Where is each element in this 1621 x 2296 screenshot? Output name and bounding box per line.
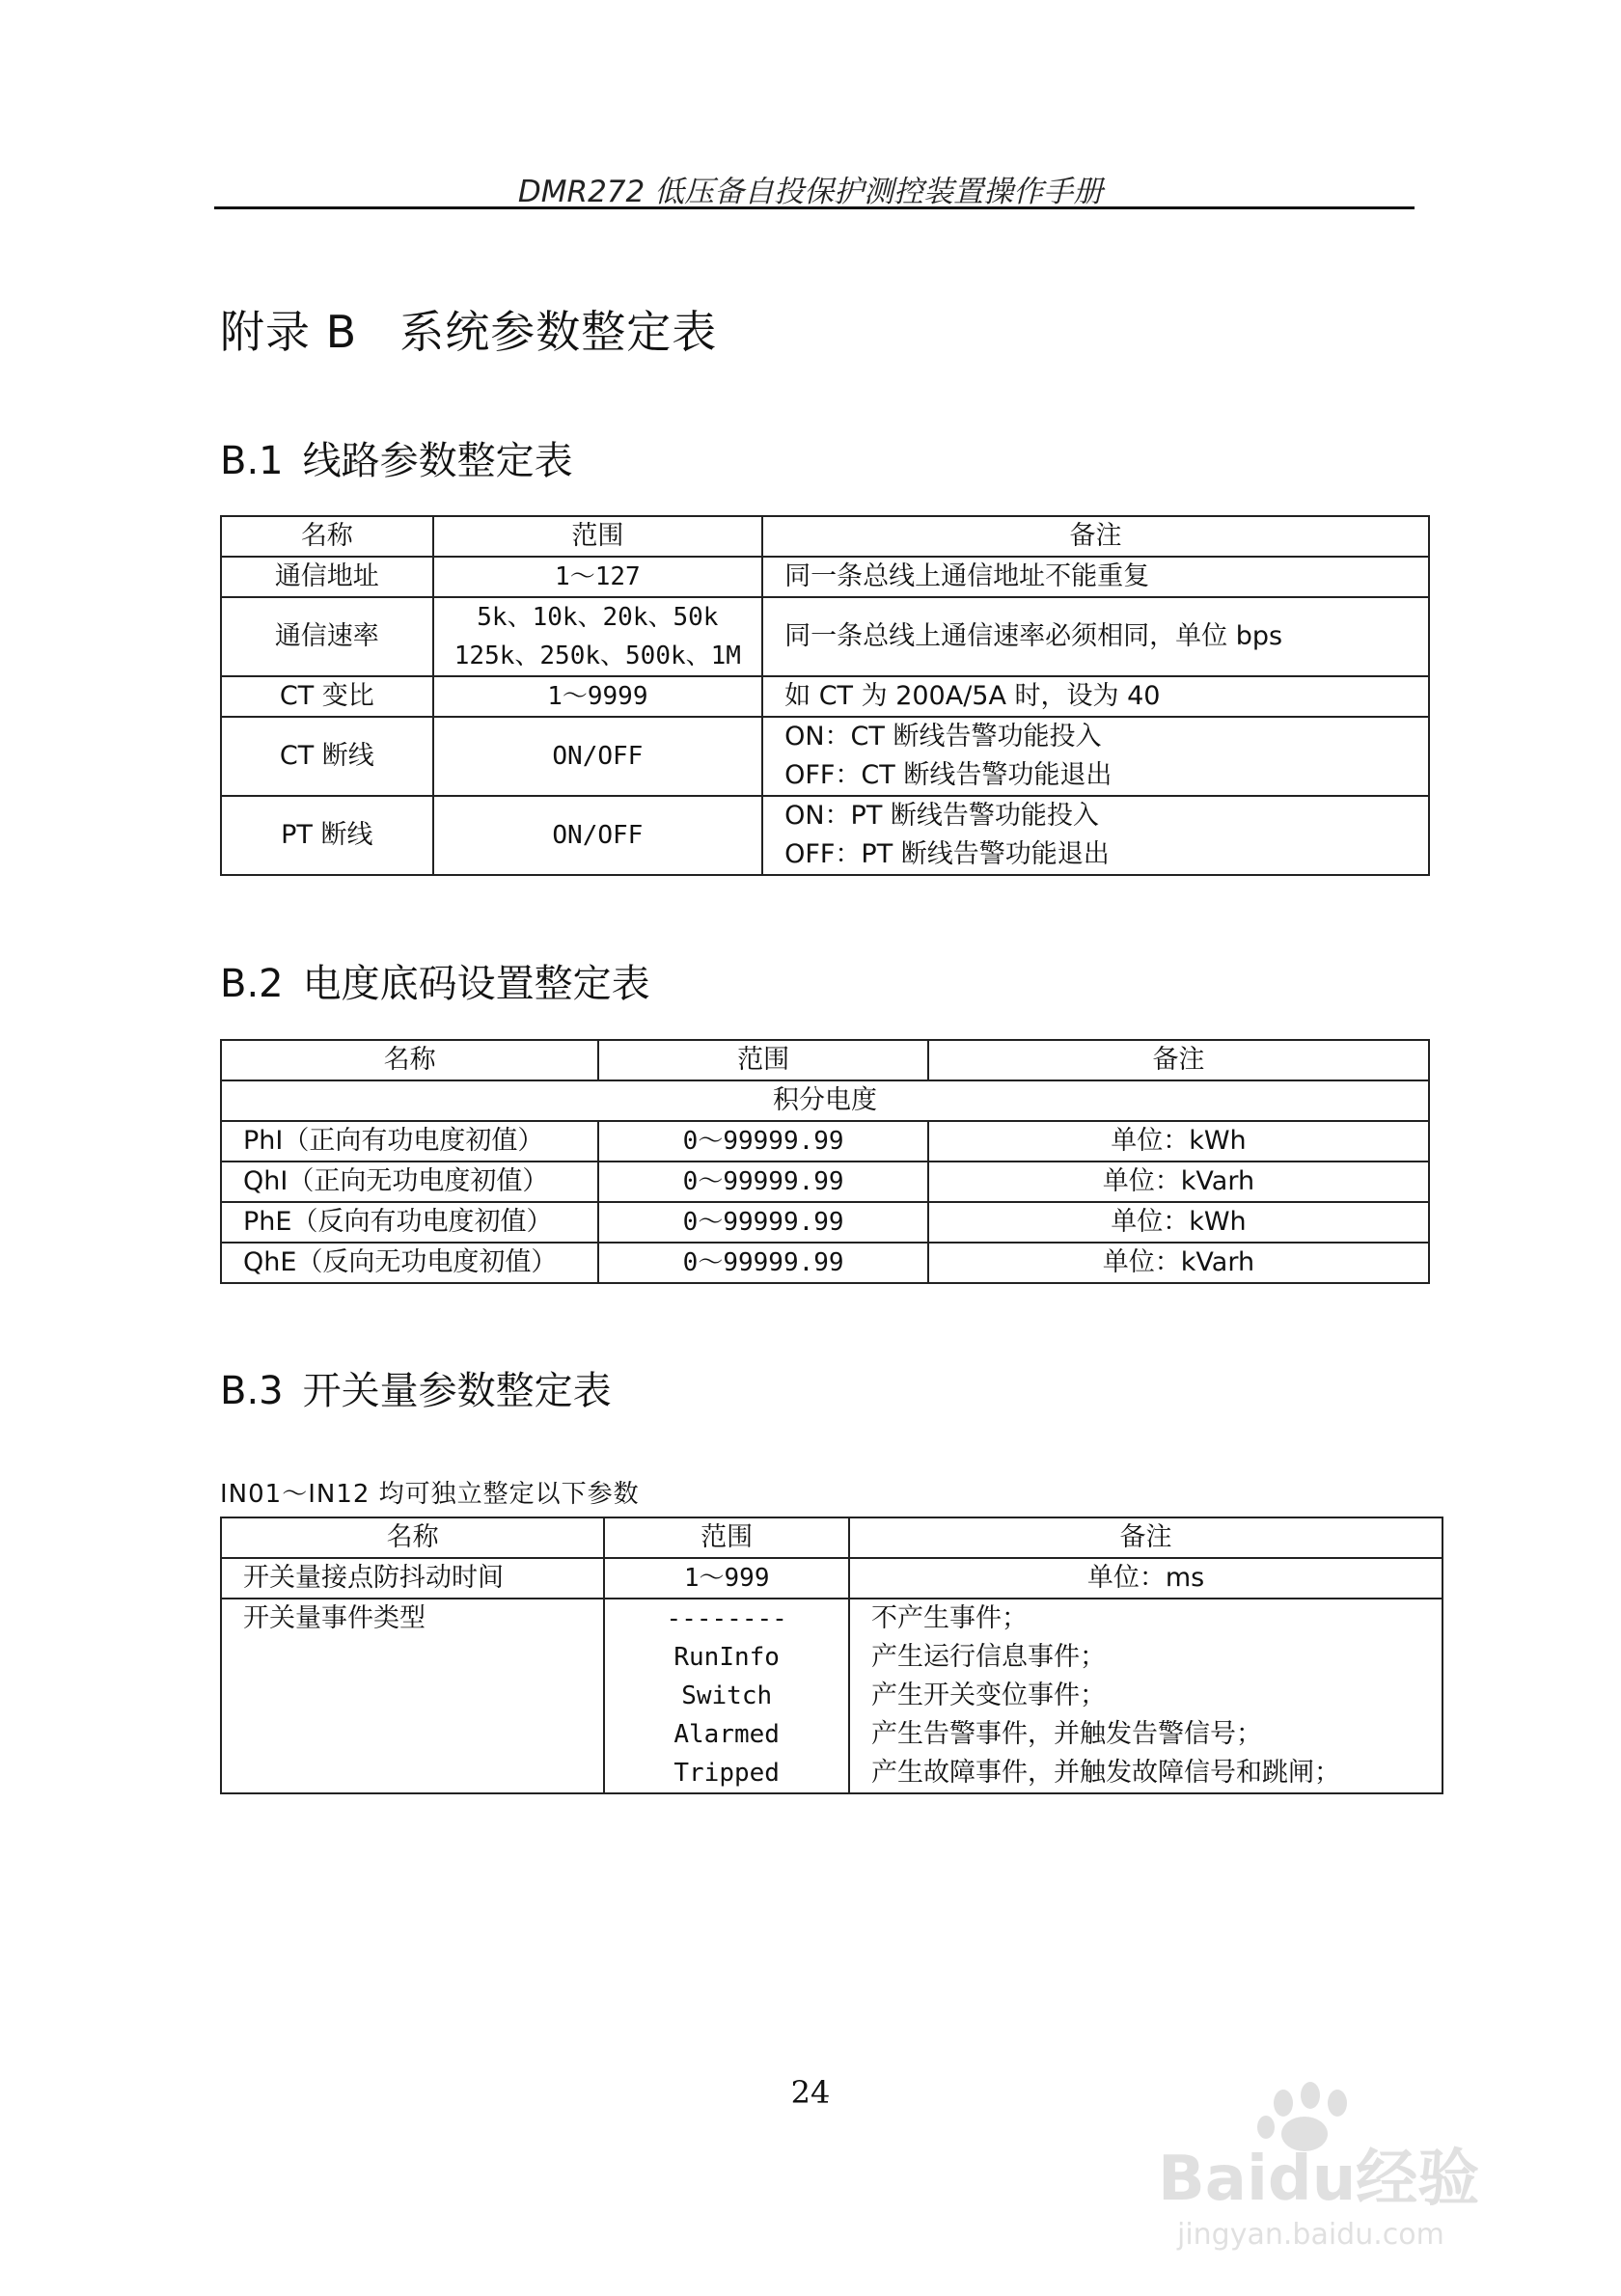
table-row (221, 597, 1429, 676)
table-header-row (221, 1517, 1442, 1558)
header-note: 备注 (849, 1517, 1442, 1558)
row-range: 1～127 (433, 557, 762, 597)
page-number: 24 (790, 2074, 831, 2111)
table-group-row (221, 1080, 1429, 1121)
section-b2-heading (220, 953, 650, 1008)
section-b1-title: 线路参数整定表 (302, 439, 573, 483)
header-range: 范围 (604, 1517, 849, 1558)
event-type-option: Tripped (673, 1759, 780, 1788)
row-name: 通信地址 (221, 557, 433, 597)
event-type-note: 不产生事件； (871, 1603, 1029, 1633)
watermark-brand: Baidu经验 (1158, 2144, 1480, 2215)
document-header-title: DMR272 低压备自投保护测控装置操作手册 (517, 175, 1104, 209)
header-rule (214, 206, 1415, 209)
row-name: 开关量接点防抖动时间 (221, 1558, 604, 1599)
row-name: QhE（反向无功电度初值） (221, 1243, 598, 1283)
event-type-note: 产生故障事件，并触发故障信号和跳闸； (871, 1758, 1341, 1788)
row-range: 0～99999.99 (598, 1243, 928, 1283)
section-b3-number: B.3 (220, 1369, 284, 1413)
section-b2-number: B.2 (220, 962, 284, 1006)
row-range: 0～99999.99 (598, 1202, 928, 1243)
event-type-note: 产生告警事件，并触发告警信号； (871, 1719, 1263, 1749)
table-row (221, 1599, 1442, 1793)
row-note (762, 717, 1429, 796)
row-range: 0～99999.99 (598, 1162, 928, 1202)
table-row (221, 796, 1429, 875)
event-type-note: 产生运行信息事件； (871, 1642, 1107, 1672)
table-header-row (221, 516, 1429, 557)
table-row (221, 676, 1429, 717)
header-range: 范围 (598, 1040, 928, 1080)
row-note-list (849, 1599, 1442, 1793)
section-b3-intro: IN01～IN12 均可独立整定以下参数 (220, 1480, 640, 1509)
row-note: 单位：ms (849, 1558, 1442, 1599)
header-note: 备注 (928, 1040, 1429, 1080)
event-type-option: Switch (681, 1681, 773, 1710)
table-row (221, 1558, 1442, 1599)
section-b3-heading (220, 1360, 612, 1415)
range-line: 5k、10k、20k、50k (477, 603, 719, 632)
watermark-url: jingyan.baidu.com (1177, 2218, 1444, 2252)
row-note: 同一条总线上通信地址不能重复 (762, 557, 1429, 597)
note-line: ON：CT 断线告警功能投入 (784, 722, 1102, 752)
table-row (221, 1202, 1429, 1243)
row-range: ON/OFF (433, 796, 762, 875)
row-note (762, 796, 1429, 875)
event-type-option: -------- (666, 1604, 787, 1633)
row-range: ON/OFF (433, 717, 762, 796)
row-note: 单位：kWh (928, 1202, 1429, 1243)
appendix-title: 系统参数整定表 (399, 306, 718, 358)
group-label: 积分电度 (221, 1080, 1429, 1121)
appendix-heading (220, 297, 717, 361)
row-note: 同一条总线上通信速率必须相同，单位 bps (762, 597, 1429, 676)
event-type-note: 产生开关变位事件； (871, 1681, 1107, 1710)
header-name: 名称 (221, 1517, 604, 1558)
section-b3-title: 开关量参数整定表 (302, 1369, 612, 1413)
row-name: 开关量事件类型 (221, 1599, 604, 1793)
note-line: OFF：PT 断线告警功能退出 (784, 839, 1110, 869)
table-row (221, 1243, 1429, 1283)
section-b1-heading (220, 430, 573, 485)
header-note: 备注 (762, 516, 1429, 557)
header-range: 范围 (433, 516, 762, 557)
table-row (221, 1121, 1429, 1162)
event-type-option: Alarmed (673, 1720, 780, 1749)
row-range-list (604, 1599, 849, 1793)
section-b2-title: 电度底码设置整定表 (302, 962, 650, 1006)
row-name: 通信速率 (221, 597, 433, 676)
row-name: CT 变比 (221, 676, 433, 717)
section-b1-number: B.1 (220, 439, 284, 483)
table-row (221, 1162, 1429, 1202)
range-line: 125k、250k、500k、1M (453, 642, 741, 670)
row-name: QhI（正向无功电度初值） (221, 1162, 598, 1202)
energy-base-table (220, 1039, 1430, 1284)
row-range: 1～999 (604, 1558, 849, 1599)
note-line: ON：PT 断线告警功能投入 (784, 801, 1099, 831)
row-note: 如 CT 为 200A/5A 时，设为 40 (762, 676, 1429, 717)
row-name: PT 断线 (221, 796, 433, 875)
note-line: OFF：CT 断线告警功能退出 (784, 760, 1113, 790)
baidu-jingyan-watermark (1139, 2074, 1544, 2257)
event-type-option: RunInfo (673, 1643, 780, 1672)
line-parameter-table (220, 515, 1430, 876)
row-note: 单位：kWh (928, 1121, 1429, 1162)
header-name: 名称 (221, 1040, 598, 1080)
table-header-row (221, 1040, 1429, 1080)
row-name: PhI（正向有功电度初值） (221, 1121, 598, 1162)
table-row (221, 717, 1429, 796)
row-range: 0～99999.99 (598, 1121, 928, 1162)
row-range: 1～9999 (433, 676, 762, 717)
row-name: CT 断线 (221, 717, 433, 796)
switch-parameter-table (220, 1517, 1443, 1794)
row-range (433, 597, 762, 676)
table-row (221, 557, 1429, 597)
appendix-label: 附录 B (220, 306, 358, 358)
row-note: 单位：kVarh (928, 1162, 1429, 1202)
row-name: PhE（反向有功电度初值） (221, 1202, 598, 1243)
header-name: 名称 (221, 516, 433, 557)
row-note: 单位：kVarh (928, 1243, 1429, 1283)
